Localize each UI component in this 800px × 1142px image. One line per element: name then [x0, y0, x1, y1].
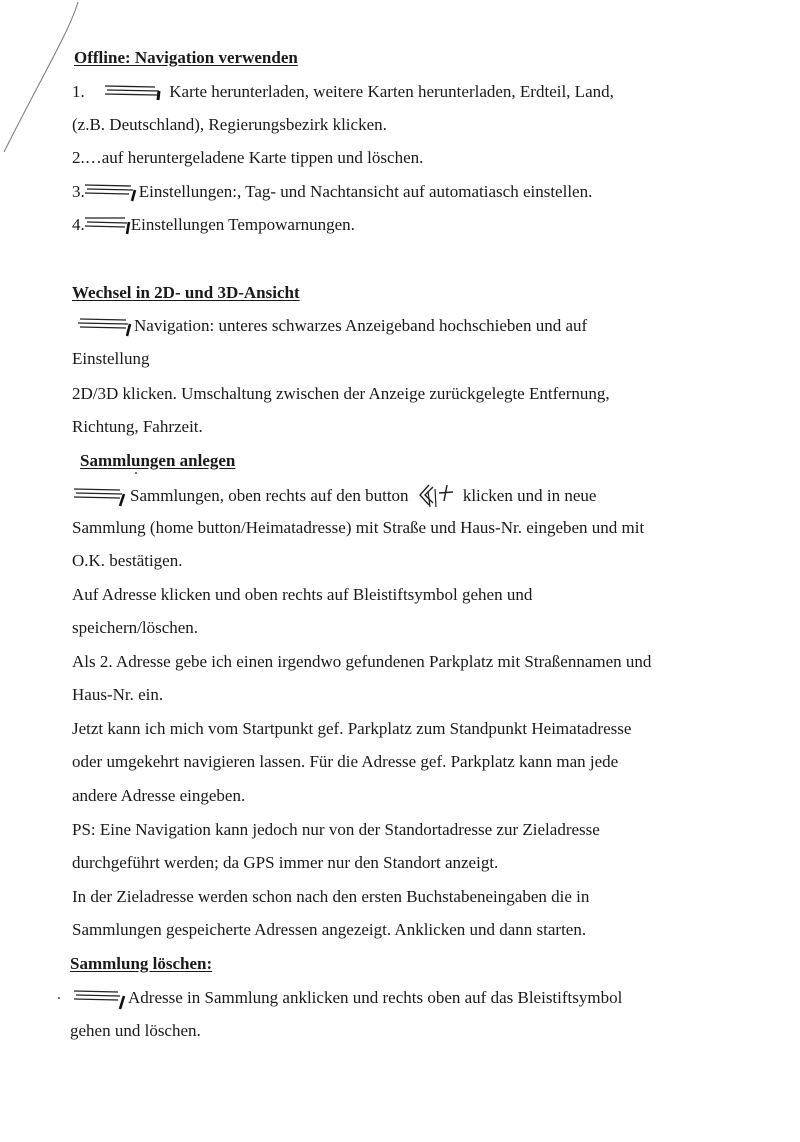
offline-step-2: 2.…auf heruntergeladene Karte tippen und löschen. — [72, 148, 424, 167]
sammlungen-line-9: oder umgekehrt navigieren lassen. Für die Adresse gef. Parkplatz kann man jede — [72, 752, 619, 771]
loeschen-line-2: gehen und löschen. — [70, 1021, 201, 1040]
heading-2d-3d-view: Wechsel in 2D- und 3D-Ansicht — [72, 283, 300, 302]
sammlungen-line-1-text-b: klicken und in neue — [462, 486, 597, 505]
step-number-3: 3. — [72, 182, 85, 201]
heading-sammlungen-anlegen: Sammlungen anlegen — [80, 451, 236, 470]
step-number-4: 4. — [72, 215, 85, 234]
heading-offline-navigation: Offline: Navigation verwenden — [74, 48, 298, 67]
sammlungen-line-3: O.K. bestätigen. — [72, 551, 183, 570]
sammlungen-line-2: Sammlung (home button/Heimatadresse) mit Straße und Haus-Nr. eingeben und mit — [72, 518, 645, 537]
hamburger-menu-icon — [72, 987, 128, 1007]
sammlungen-line-13: In der Zieladresse werden schon nach den ersten Buchstabeneingaben die in — [72, 887, 590, 906]
sammlungen-line-5: speichern/löschen. — [72, 618, 199, 637]
sammlungen-line-6: Als 2. Adresse gebe ich einen irgendwo gefundenen Parkplatz mit Straßennamen und — [72, 652, 652, 671]
hamburger-menu-icon — [76, 315, 134, 335]
loeschen-line-1-text: Adresse in Sammlung anklicken und rechts oben auf das Bleistiftsymbol — [128, 988, 623, 1007]
offline-step-4 — [72, 214, 355, 236]
wechsel-line-3: 2D/3D klicken. Umschaltung zwischen der Anzeige zurückgelegte Entfernung, — [72, 384, 610, 403]
loeschen-line-1 — [72, 987, 622, 1009]
hamburger-menu-icon — [85, 181, 139, 201]
offline-step-3-text: Einstellungen:, Tag- und Nachtansicht auf automatiasch einstellen. — [138, 182, 593, 201]
sammlungen-line-1 — [72, 483, 596, 509]
offline-step-3 — [72, 181, 592, 203]
wechsel-line-1-text: Navigation: unteres schwarzes Anzeigeband hochschieben und auf — [134, 316, 588, 335]
offline-step-1 — [72, 81, 614, 103]
sammlungen-line-7: Haus-Nr. ein. — [72, 685, 164, 704]
scan-speck — [58, 997, 60, 999]
sammlungen-line-10: andere Adresse eingeben. — [72, 786, 246, 805]
scan-artifact-line — [0, 0, 90, 160]
sammlungen-line-1-text-a: Sammlungen, oben rechts auf den button — [130, 486, 409, 505]
offline-step-1-text: Karte herunterladen, weitere Karten herunterladen, Erdteil, Land, — [169, 82, 614, 101]
sammlungen-line-12: durchgeführt werden; da GPS immer nur den Standort anzeigt. — [72, 853, 499, 872]
hamburger-menu-icon — [103, 81, 165, 101]
hamburger-menu-icon — [85, 214, 131, 234]
hamburger-menu-icon — [72, 485, 130, 505]
bookmark-plus-icon — [417, 483, 457, 509]
heading-sammlung-loeschen: Sammlung löschen: — [70, 954, 213, 973]
sammlungen-line-4: Auf Adresse klicken und oben rechts auf Bleistiftsymbol gehen und — [72, 585, 533, 604]
offline-step-1-continued: (z.B. Deutschland), Regierungsbezirk klicken. — [72, 115, 387, 134]
sammlungen-line-14: Sammlungen gespeicherte Adressen angezeigt. Anklicken und dann starten. — [72, 920, 587, 939]
offline-step-4-text: Einstellungen Tempowarnungen. — [130, 215, 355, 234]
wechsel-line-4: Richtung, Fahrzeit. — [72, 417, 203, 436]
scan-speck — [135, 472, 137, 474]
step-number-1: 1. — [72, 82, 85, 101]
wechsel-line-1 — [72, 315, 587, 337]
sammlungen-line-11: PS: Eine Navigation kann jedoch nur von der Standortadresse zur Zieladresse — [72, 820, 600, 839]
wechsel-line-2: Einstellung — [72, 349, 150, 368]
sammlungen-line-8: Jetzt kann ich mich vom Startpunkt gef. Parkplatz zum Standpunkt Heimatadresse — [72, 719, 632, 738]
